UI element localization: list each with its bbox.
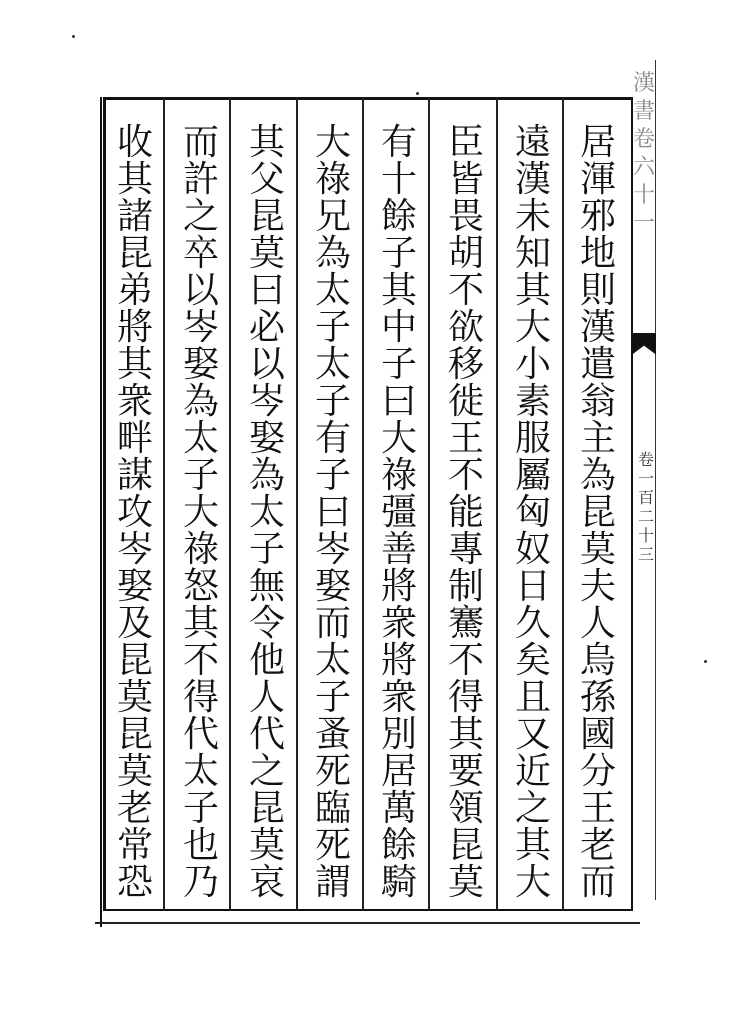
text-column-3: 臣皆畏胡不欲移徙王不能專制騫不得其要領昆莫 <box>447 122 484 903</box>
text-column-5: 大祿兄為太子太子有子曰岑娶而太子蚤死臨死謂 <box>314 122 351 903</box>
text-column-2: 遠漢未知其大小素服屬匈奴日久矣且又近之其大 <box>514 122 551 903</box>
text-column-1: 居渾邪地則漢遣翁主為昆莫夫人烏孫國分王老而 <box>579 122 616 903</box>
paper-speck <box>416 92 419 95</box>
column-rule <box>562 97 564 911</box>
margin-header-text: 漢書卷六十一 <box>632 71 655 236</box>
paper-speck <box>72 35 75 38</box>
bottom-border-line <box>95 922 640 924</box>
column-rule <box>362 97 364 911</box>
text-column-4: 有十餘子其中子曰大祿彊善將衆將衆別居萬餘騎 <box>380 122 417 903</box>
column-rule <box>229 97 231 911</box>
paper-speck <box>704 660 707 663</box>
column-rule <box>496 97 498 911</box>
column-rule <box>163 97 165 911</box>
text-column-7: 而許之卒以岑娶為太子大祿怒其不得代太子也乃 <box>182 122 219 903</box>
left-border-line <box>100 97 102 927</box>
column-rule <box>428 97 430 911</box>
fish-tail-mark <box>632 333 656 369</box>
text-column-8: 收其諸昆弟將其衆畔謀攻岑娶及昆莫昆莫老常恐 <box>116 122 153 903</box>
margin-volume-label: 卷一百二十三 <box>637 450 654 564</box>
text-column-6: 其父昆莫曰必以岑娶為太子無令他人代之昆莫哀 <box>248 122 285 903</box>
column-rule <box>296 97 298 911</box>
